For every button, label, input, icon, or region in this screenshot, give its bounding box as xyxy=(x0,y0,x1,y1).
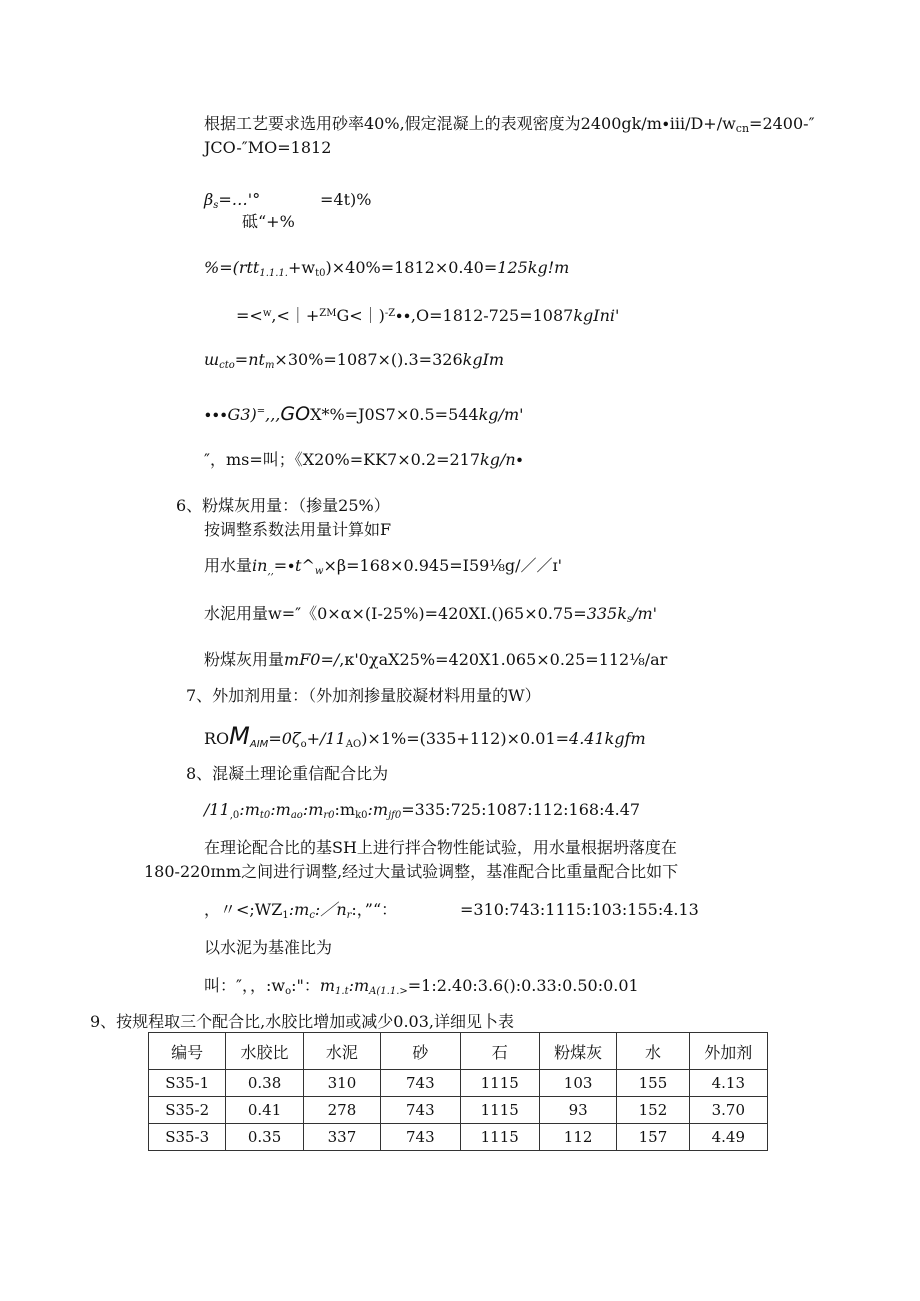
table-cell: S35-1 xyxy=(149,1070,226,1097)
table-cell: 0.35 xyxy=(226,1124,303,1151)
section-8-heading: 8、混凝土理论重信配合比为 xyxy=(186,764,389,783)
header-admixture: 外加剂 xyxy=(689,1033,767,1070)
table-cell: 743 xyxy=(381,1070,460,1097)
text-line-2: JCO-″MO=1812 xyxy=(204,138,332,157)
header-sand: 砂 xyxy=(381,1033,460,1070)
table-cell: 310 xyxy=(303,1070,380,1097)
table-cell: 1115 xyxy=(460,1070,539,1097)
table-cell: 1115 xyxy=(460,1097,539,1124)
text-line-12: 水泥用量w=″《0×α×(I-25%)=420XI.()65×0.75=335ks/m' xyxy=(204,604,658,625)
header-stone: 石 xyxy=(460,1033,539,1070)
table-cell: 743 xyxy=(381,1097,460,1124)
header-id: 编号 xyxy=(149,1033,226,1070)
table-cell: 155 xyxy=(617,1070,689,1097)
table-cell: 743 xyxy=(381,1124,460,1151)
text-line-18: ，〃<;WZ1:mc:／nr:，”“： xyxy=(204,900,398,921)
table-cell: S35-3 xyxy=(149,1124,226,1151)
section-6-heading: 6、粉煤灰用量：（掺量25%） xyxy=(176,496,390,515)
table-cell: 4.13 xyxy=(689,1070,767,1097)
header-water-binder-ratio: 水胶比 xyxy=(226,1033,303,1070)
text-line-16: 在理论配合比的基SH上进行拌合物性能试验，用水量根据坍落度在 xyxy=(204,838,677,857)
header-water: 水 xyxy=(617,1033,689,1070)
text-line-11: 用水量in,,=∙t^w×β=168×0.945=I59⅛g/／／ɪ' xyxy=(204,556,563,577)
text-line-4: 砥“+% xyxy=(242,212,295,231)
header-cement: 水泥 xyxy=(303,1033,380,1070)
text-line-18b: =310:743:1115:103:155:4.13 xyxy=(460,900,699,919)
table-cell: S35-2 xyxy=(149,1097,226,1124)
table-cell: 337 xyxy=(303,1124,380,1151)
table-cell: 103 xyxy=(539,1070,616,1097)
mix-ratio-table xyxy=(148,1032,768,1151)
table-cell: 3.70 xyxy=(689,1097,767,1124)
table-header-row xyxy=(149,1033,768,1070)
table-cell: 93 xyxy=(539,1097,616,1124)
table-cell: 0.41 xyxy=(226,1097,303,1124)
text-line-7: шcto=ntm×30%=1087×().3=326kgIm xyxy=(204,350,505,371)
text-line-9: ″，ms=叫；《X20%=KK7×0.2=217kg/n∙ xyxy=(204,450,524,469)
table-cell: 278 xyxy=(303,1097,380,1124)
text-line-3: βs=…'° xyxy=(204,190,261,211)
table-cell: 152 xyxy=(617,1097,689,1124)
text-line-15: /11,0:mt0:mao:mr0:mk0:mjf0=335:725:1087:112:168:4.47 xyxy=(204,800,641,821)
table-row xyxy=(149,1124,768,1151)
text-line-10: 按调整系数法用量计算如F xyxy=(204,520,392,539)
section-9-heading: 9、按规程取三个配合比,水胶比增加或减少0.03,详细见卜表 xyxy=(90,1012,514,1031)
text-line-5: %=(rtt1.1.1.+wt0)×40%=1812×0.40=125kg!m xyxy=(204,258,570,279)
text-line-20: 叫：″，，:wo:"：m1.t:mA(1.1.>=1:2.40:3.6():0.33:0.50:0.01 xyxy=(204,976,639,997)
text-line-1: 根据工艺要求选用砂率40%,假定混凝上的表观密度为2400gk/m∙ⅲ/D+/wcn=2400-″ xyxy=(204,114,815,135)
table-cell: 4.49 xyxy=(689,1124,767,1151)
text-line-13: 粉煤灰用量mF0=/,κ'0χaX25%=420X1.065×0.25=112⅛/ar xyxy=(204,650,668,669)
text-line-8: ∙∙∙G3)=,,,GOX*%=J0S7×0.5=544kg/m' xyxy=(204,403,524,425)
text-line-14: ROMAIM=0ζo+/11AO)×1%=(335+112)×0.01=4.41kgfm xyxy=(204,722,646,750)
table-row xyxy=(149,1097,768,1124)
section-7-heading: 7、外加剂用量：（外加剂掺量胶凝材料用量的W） xyxy=(186,686,541,705)
table-cell: 0.38 xyxy=(226,1070,303,1097)
text-line-6: =<$^w$,<｜+$^{ZM}$G<｜)$^{-Z}$∙∙,O=1812-725=1087kgIni' xyxy=(236,306,620,325)
table-cell: 1115 xyxy=(460,1124,539,1151)
table-row xyxy=(149,1070,768,1097)
table-cell: 157 xyxy=(617,1124,689,1151)
text-line-3b: =4t)% xyxy=(320,190,372,209)
text-line-19: 以水泥为基准比为 xyxy=(204,938,333,957)
text-line-17: 180-220ɪnm之间进行调整,经过大量试验调整，基准配合比重量配合比如下 xyxy=(144,862,679,881)
header-fly-ash: 粉煤灰 xyxy=(539,1033,616,1070)
table-cell: 112 xyxy=(539,1124,616,1151)
